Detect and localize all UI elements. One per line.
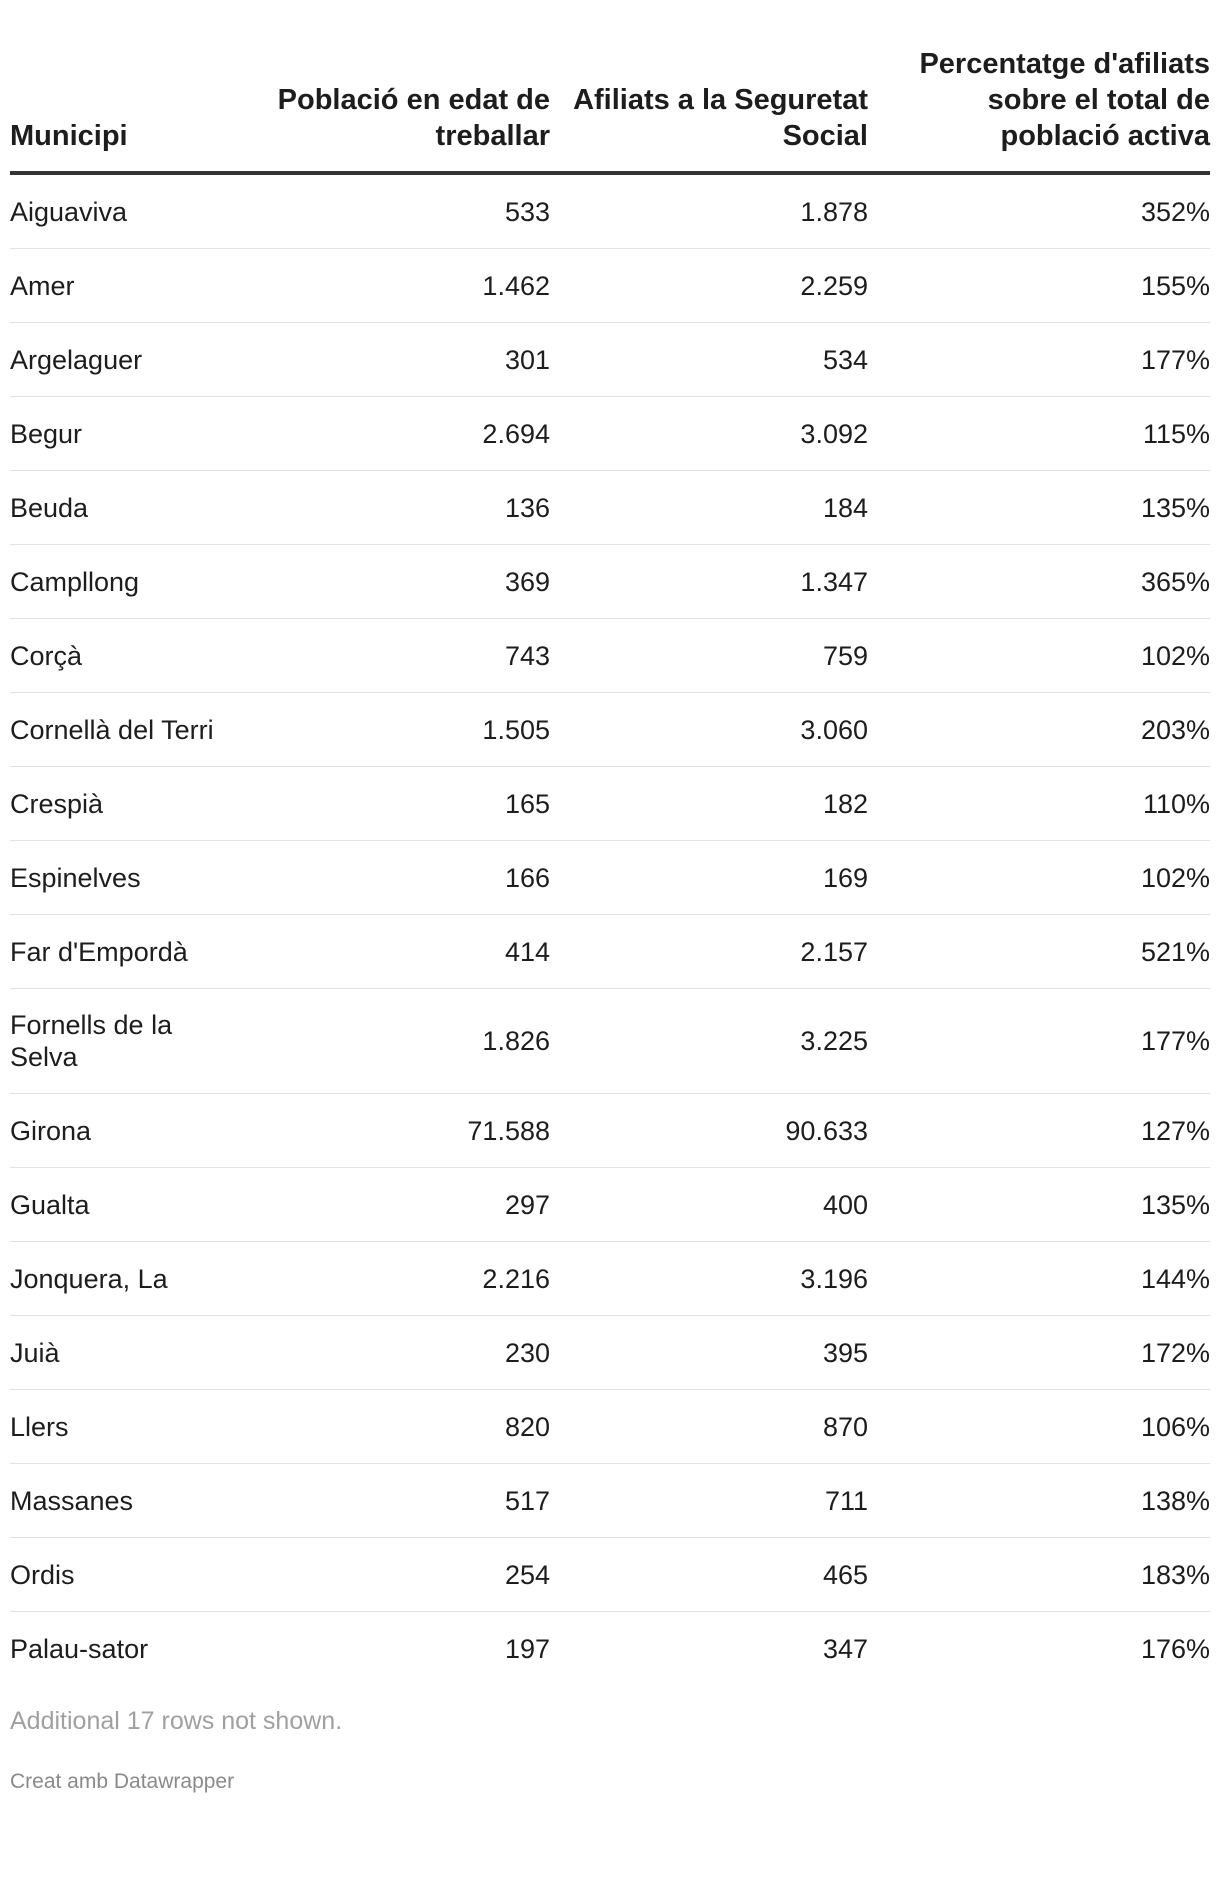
table-notes: Additional 17 rows not shown. — [10, 1707, 343, 1735]
cell-poblacio: 743 — [230, 619, 550, 693]
cell-municipi: Massanes — [10, 1464, 230, 1538]
cell-percentatge: 177% — [868, 323, 1210, 397]
cell-percentatge: 172% — [868, 1316, 1210, 1390]
cell-afiliats: 711 — [550, 1464, 868, 1538]
cell-municipi: Crespià — [10, 767, 230, 841]
column-header-afiliats[interactable]: Afiliats a la Seguretat Social — [550, 36, 868, 173]
cell-afiliats: 3.225 — [550, 989, 868, 1094]
datawrapper-credit-link[interactable]: Creat amb Datawrapper — [10, 1770, 235, 1793]
table-body — [10, 173, 1210, 1685]
cell-poblacio: 297 — [230, 1168, 550, 1242]
cell-percentatge: 177% — [868, 989, 1210, 1094]
cell-municipi: Campllong — [10, 545, 230, 619]
cell-afiliats: 169 — [550, 841, 868, 915]
cell-afiliats: 3.196 — [550, 1242, 868, 1316]
column-header-poblacio[interactable]: Població en edat de treballar — [230, 36, 550, 173]
cell-municipi: Begur — [10, 397, 230, 471]
cell-afiliats: 184 — [550, 471, 868, 545]
table-row — [10, 1316, 1210, 1390]
cell-percentatge: 155% — [868, 249, 1210, 323]
cell-municipi: Girona — [10, 1094, 230, 1168]
cell-percentatge: 102% — [868, 841, 1210, 915]
table-row — [10, 619, 1210, 693]
column-header-municipi[interactable]: Municipi — [10, 36, 230, 173]
cell-percentatge: 183% — [868, 1538, 1210, 1612]
cell-municipi: Gualta — [10, 1168, 230, 1242]
table-row — [10, 397, 1210, 471]
cell-percentatge: 115% — [868, 397, 1210, 471]
data-table — [10, 36, 1210, 1685]
cell-municipi: Juià — [10, 1316, 230, 1390]
table-row — [10, 249, 1210, 323]
cell-municipi: Ordis — [10, 1538, 230, 1612]
cell-poblacio: 165 — [230, 767, 550, 841]
cell-afiliats: 1.347 — [550, 545, 868, 619]
column-header-percentatge[interactable]: Percentatge d'afiliats sobre el total de població activa — [868, 36, 1210, 173]
cell-poblacio: 533 — [230, 173, 550, 249]
cell-afiliats: 759 — [550, 619, 868, 693]
cell-municipi: Cornellà del Terri — [10, 693, 230, 767]
cell-afiliats: 182 — [550, 767, 868, 841]
cell-afiliats: 870 — [550, 1390, 868, 1464]
cell-municipi: Palau-sator — [10, 1633, 149, 1664]
table-row — [10, 1094, 1210, 1168]
table-row — [10, 1242, 1210, 1316]
table-row — [10, 841, 1210, 915]
table-row — [10, 1168, 1210, 1242]
cell-percentatge: 127% — [868, 1094, 1210, 1168]
cell-poblacio: 254 — [230, 1538, 550, 1612]
cell-percentatge: 365% — [868, 545, 1210, 619]
table-row — [10, 1538, 1210, 1612]
cell-poblacio: 2.694 — [230, 397, 550, 471]
cell-municipi: Amer — [10, 249, 230, 323]
cell-percentatge: 352% — [868, 173, 1210, 249]
cell-poblacio: 230 — [230, 1316, 550, 1390]
cell-percentatge: 176% — [1140, 1633, 1210, 1664]
cell-municipi: Far d'Empordà — [10, 915, 230, 989]
cell-afiliats: 347 — [822, 1633, 868, 1664]
cell-poblacio: 369 — [230, 545, 550, 619]
cell-percentatge: 203% — [868, 693, 1210, 767]
cell-municipi: Llers — [10, 1390, 230, 1464]
table-row — [10, 1390, 1210, 1464]
table-row — [10, 471, 1210, 545]
table-row — [10, 767, 1210, 841]
table-row — [10, 693, 1210, 767]
cell-poblacio: 1.505 — [230, 693, 550, 767]
cell-afiliats: 534 — [550, 323, 868, 397]
table-row — [10, 545, 1210, 619]
cell-afiliats: 2.157 — [550, 915, 868, 989]
cell-municipi: Beuda — [10, 471, 230, 545]
cell-percentatge: 102% — [868, 619, 1210, 693]
cell-afiliats: 3.092 — [550, 397, 868, 471]
table-row — [10, 1612, 1210, 1686]
cell-municipi: Corçà — [10, 619, 230, 693]
cell-poblacio: 2.216 — [230, 1242, 550, 1316]
cell-poblacio: 414 — [230, 915, 550, 989]
cell-poblacio: 1.826 — [230, 989, 550, 1094]
table-row — [10, 173, 1210, 249]
cell-afiliats: 400 — [550, 1168, 868, 1242]
cell-municipi: Argelaguer — [10, 323, 230, 397]
table-row — [10, 989, 1210, 1094]
table-row — [10, 323, 1210, 397]
cell-poblacio: 1.462 — [230, 249, 550, 323]
cell-afiliats: 90.633 — [550, 1094, 868, 1168]
cell-poblacio: 517 — [230, 1464, 550, 1538]
cell-percentatge: 138% — [868, 1464, 1210, 1538]
cell-percentatge: 521% — [868, 915, 1210, 989]
cell-municipi: Fornells de la Selva — [10, 989, 230, 1094]
table-row — [10, 1464, 1210, 1538]
cell-poblacio: 820 — [230, 1390, 550, 1464]
cell-afiliats: 3.060 — [550, 693, 868, 767]
cell-afiliats: 465 — [550, 1538, 868, 1612]
datawrapper-table-widget — [0, 36, 1220, 1882]
cell-percentatge: 110% — [868, 767, 1210, 841]
cell-municipi: Jonquera, La — [10, 1242, 230, 1316]
cell-poblacio: 166 — [230, 841, 550, 915]
cell-percentatge: 135% — [868, 471, 1210, 545]
cell-afiliats: 395 — [550, 1316, 868, 1390]
cell-percentatge: 135% — [868, 1168, 1210, 1242]
cell-municipi: Espinelves — [10, 841, 230, 915]
cell-poblacio: 71.588 — [230, 1094, 550, 1168]
cell-percentatge: 106% — [868, 1390, 1210, 1464]
cell-poblacio: 301 — [230, 323, 550, 397]
cell-poblacio: 136 — [230, 471, 550, 545]
table-row — [10, 915, 1210, 989]
cell-municipi: Aiguaviva — [10, 173, 230, 249]
cell-poblacio: 197 — [504, 1633, 550, 1664]
cell-percentatge: 144% — [868, 1242, 1210, 1316]
table-header-row — [10, 36, 1210, 173]
cell-afiliats: 2.259 — [550, 249, 868, 323]
cell-afiliats: 1.878 — [550, 173, 868, 249]
